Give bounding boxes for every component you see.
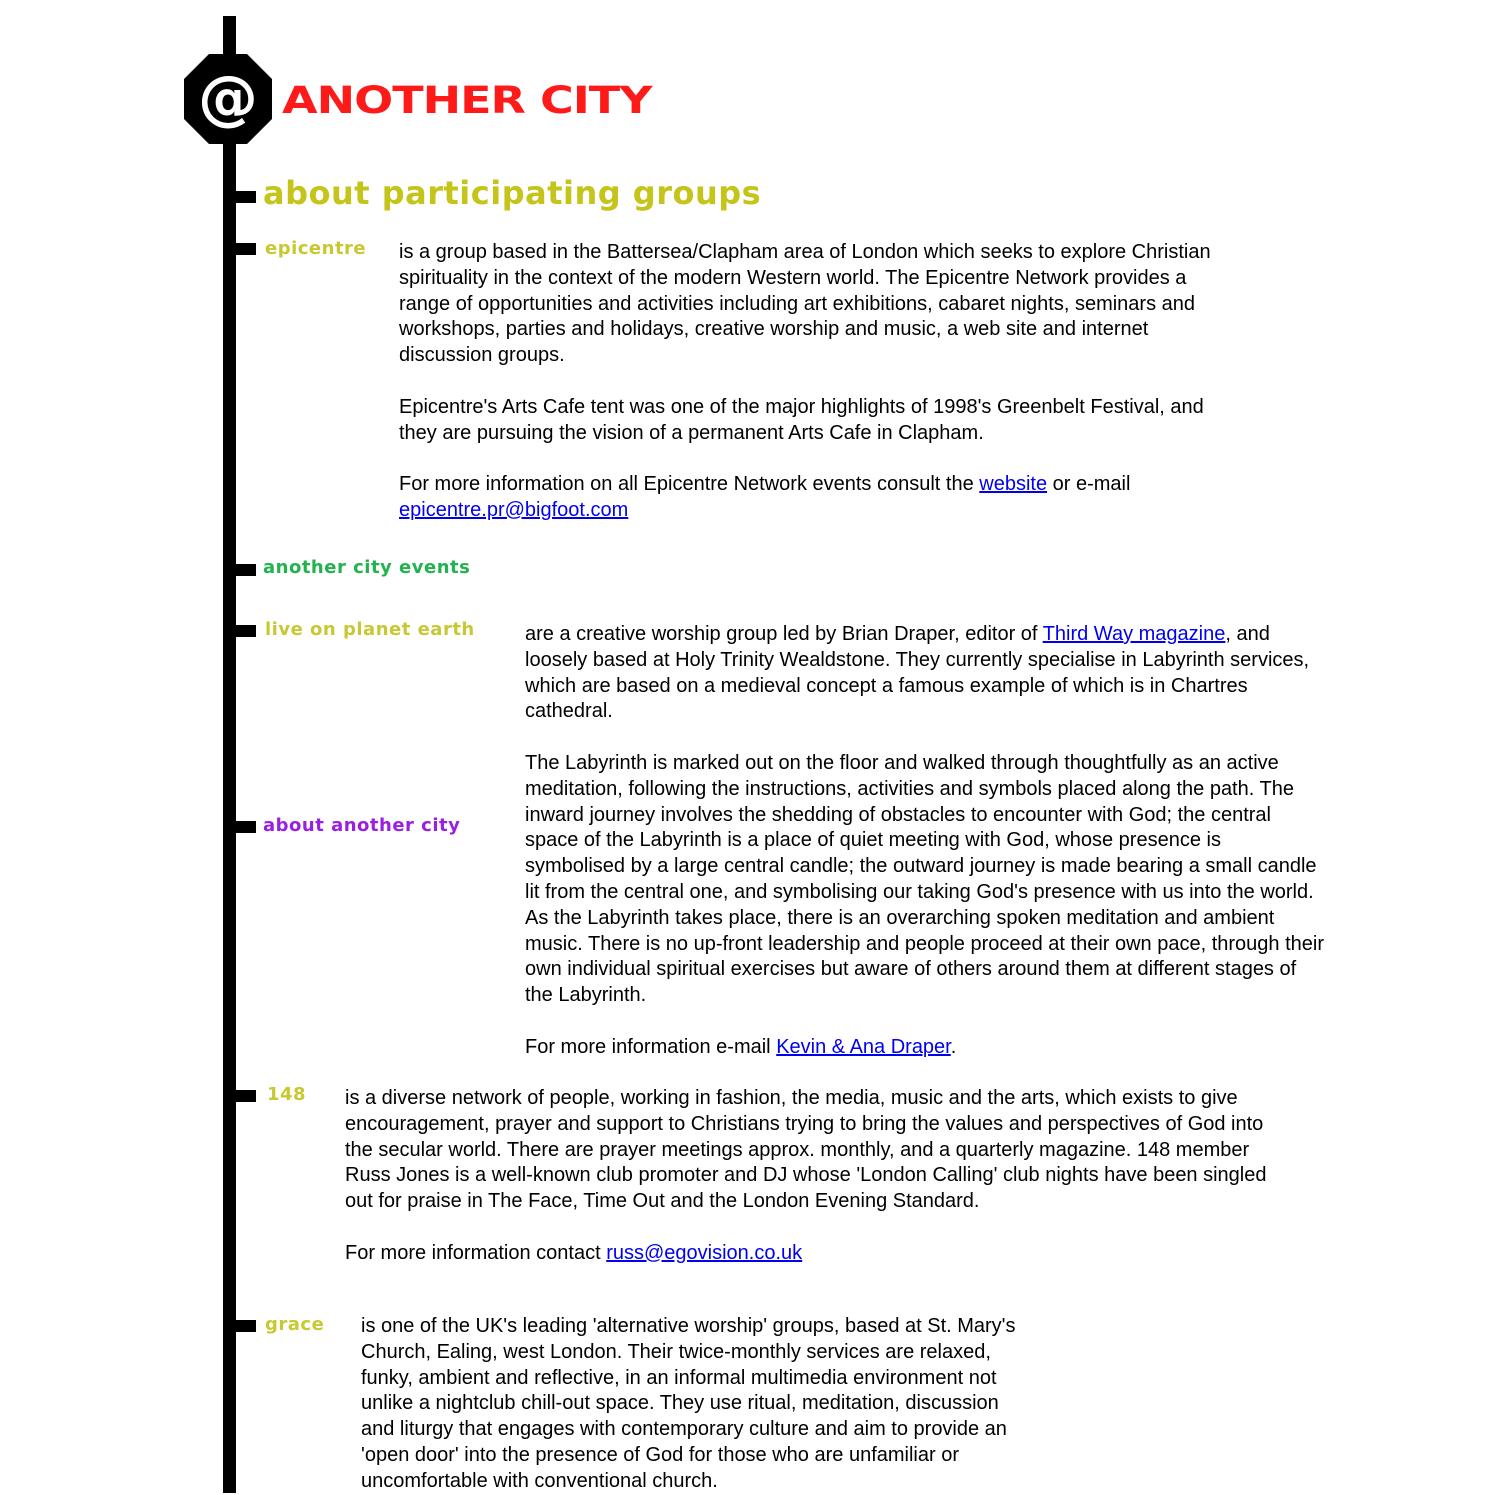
- timeline-tick: [236, 564, 256, 576]
- paragraph-text: For more information e-mail: [525, 1035, 777, 1058]
- timeline-tick: [236, 821, 256, 833]
- epicentre-description: [399, 240, 1239, 524]
- paragraph-text: or e-mail: [1047, 473, 1131, 496]
- paragraph-text: For more information on all Epicentre Network events consult the: [399, 473, 980, 496]
- logo-at-icon[interactable]: [182, 52, 274, 146]
- group-148-description: [345, 1086, 1275, 1267]
- paragraph: is a group based in the Battersea/Clapham area of London which seeks to explore Christian spirituality in the context of the modern Western world. The Epicentre Network provides a range of opportunities and activities including art exhibitions, cabaret nights, seminars and workshops, parties and holidays, creative worship and music, a web site and internet discussion groups.: [399, 241, 1211, 367]
- label-live-on-planet-earth: live on planet earth: [265, 619, 475, 640]
- paragraph: [525, 622, 1325, 725]
- paragraph: is one of the UK's leading 'alternative worship' groups, based at St. Mary's Church, Ealing, west London. Their twice-monthly services are relaxed, funky, ambient and reflective, in an informal multimedia environment not unlike a nightclub chill-out space. They use ritual, meditation, discussion and liturgy that engages with contemporary culture and aim to provide an 'open door' into the presence of God for those who are unfamiliar or uncomfortable with conventional church.: [361, 1315, 1016, 1492]
- svg-text:@: @: [198, 63, 258, 133]
- grace-description: [361, 1314, 1031, 1495]
- paragraph-text: Epicentre's Arts Cafe tent was one of the major highlights of 1998's Greenbelt Festival, and they are pursuing the vision of a permanent Arts Cafe in Clapham.: [399, 395, 1204, 444]
- timeline-tick: [236, 1320, 256, 1332]
- timeline-tick: [236, 1090, 256, 1102]
- nav-another-city-events[interactable]: another city events: [263, 557, 471, 578]
- paragraph: The Labyrinth is marked out on the floor and walked through thoughtfully as an active meditation, following the instructions, activities and symbols placed along the path. The inward journey involves the shedding of obstacles to encounter with God; the central space of the Labyrinth is a place of quiet meeting with God, whose presence is symbolised by a large central candle; the outward journey is made bearing a small candle lit from the central one, and symbolising our taking God's presence with us into the world. As the Labyrinth takes place, there is an overarching spoken meditation and ambient music. There is no up-front leadership and people proceed at their own pace, through their own individual spiritual exercises but aware of others around them at different stages of the Labyrinth.: [525, 751, 1325, 1007]
- timeline-tick: [236, 191, 256, 203]
- label-grace: grace: [265, 1314, 325, 1335]
- paragraph-text: , and loosely based at Holy Trinity Wealdstone. They currently specialise in Labyrinth services, which are based on a medieval concept a famous example of which is in Chartres cathedral.: [525, 623, 1310, 723]
- paragraph: [399, 472, 1239, 524]
- epicentre-email-link[interactable]: epicentre.pr@bigfoot.com: [399, 498, 629, 521]
- label-epicentre: epicentre: [265, 238, 367, 259]
- timeline-line: [223, 16, 236, 1493]
- timeline-tick: [236, 625, 256, 637]
- paragraph-text: .: [950, 1035, 957, 1058]
- logo-wordmark[interactable]: ANOTHER CITY: [282, 77, 652, 123]
- paragraph-text: are a creative worship group led by Brian Draper, editor of: [525, 623, 1043, 645]
- russ-email-link[interactable]: russ@egovision.co.uk: [606, 1241, 803, 1264]
- page-title: about participating groups: [263, 174, 762, 212]
- nav-about-another-city[interactable]: about another city: [263, 815, 461, 836]
- timeline-tick: [236, 243, 256, 255]
- paragraph: [399, 395, 1239, 447]
- paragraph-text: For more information contact: [345, 1241, 607, 1264]
- paragraph: [345, 1241, 1275, 1267]
- paragraph: is a diverse network of people, working in fashion, the media, music and the arts, which exists to give encouragement, prayer and support to Christians trying to bring the values and perspectives of God into the secular world. There are prayer meetings approx. monthly, and a quarterly magazine. 148 member Russ Jones is a well-known club promoter and DJ whose 'London Calling' club nights have been singled out for praise in The Face, Time Out and the London Evening Standard.: [345, 1087, 1267, 1213]
- third-way-magazine-link[interactable]: Third Way magazine: [1042, 623, 1226, 645]
- epicentre-website-link[interactable]: website: [979, 473, 1048, 496]
- label-148: 148: [267, 1084, 307, 1105]
- kevin-ana-draper-link[interactable]: Kevin & Ana Draper: [776, 1035, 951, 1058]
- live-on-planet-earth-description: [525, 622, 1325, 1061]
- paragraph: [525, 1035, 1325, 1061]
